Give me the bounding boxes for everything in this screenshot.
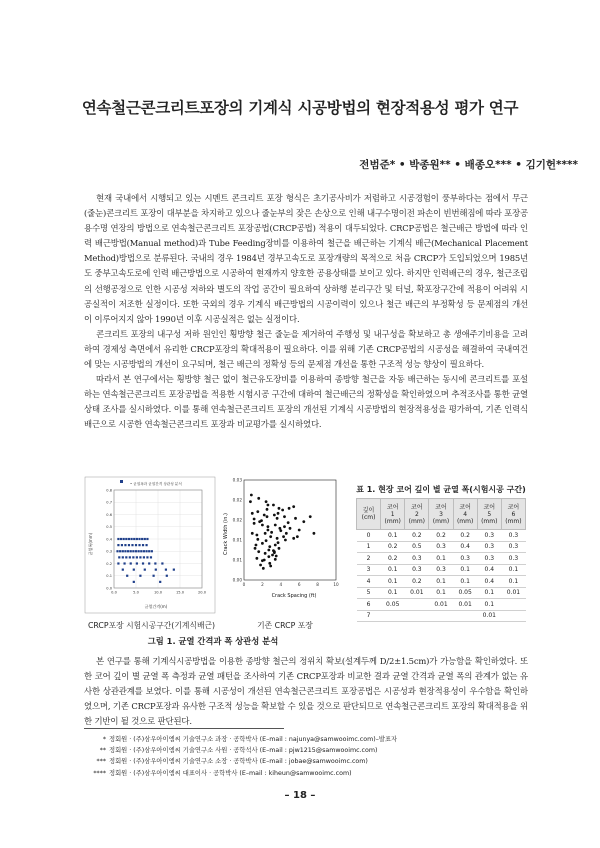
data-point (173, 569, 175, 571)
y-tick-label: 0.01 (232, 557, 242, 563)
data-point (138, 550, 140, 552)
data-point (267, 529, 270, 532)
data-point (251, 532, 254, 535)
data-point (145, 544, 147, 546)
x-tick-label: 4 (279, 582, 283, 588)
table-header-cell: 코어 2 (mm) (405, 499, 429, 530)
body-text-bottom (84, 654, 528, 729)
data-point (117, 544, 119, 546)
data-point (267, 525, 270, 528)
right-chart-points (249, 494, 315, 570)
data-point (130, 562, 132, 564)
table-cell: 0.3 (429, 564, 453, 576)
table-cell: 0.3 (477, 541, 501, 553)
table-cell: 3 (357, 564, 381, 576)
table-cell: 0.3 (429, 541, 453, 553)
table-cell: 0.01 (501, 587, 525, 599)
y-tick-label: 0.03 (232, 477, 242, 483)
table-cell: 0.1 (477, 599, 501, 611)
x-tick-label: 15.0 (175, 590, 185, 595)
table-cell: 0.3 (405, 564, 429, 576)
data-point (155, 569, 157, 571)
table-cell (405, 610, 429, 622)
table-cell: 0.5 (405, 541, 429, 553)
table-cell: 0.1 (381, 576, 405, 588)
body-text-top (84, 191, 528, 433)
data-point (292, 505, 295, 508)
data-point (261, 559, 264, 562)
data-point (146, 538, 148, 540)
table-cell: 0.3 (501, 530, 525, 542)
x-tick-label: 10 (333, 582, 339, 588)
left-chart-frame (85, 477, 215, 613)
table-cell: 0.1 (453, 576, 477, 588)
data-point (126, 575, 128, 577)
x-tick-label: 0 (242, 582, 246, 588)
data-point (270, 531, 273, 534)
data-point (151, 550, 153, 552)
table-cell (501, 610, 525, 622)
table-row (357, 599, 526, 611)
data-point (277, 512, 280, 515)
data-point (136, 538, 138, 540)
data-point (133, 538, 135, 540)
footnote-text: 정회원 · (주)삼우아이엠씨 기술연구소 소장 · 공학박사 (E–mail : jobae@samwooimc.com) (109, 758, 368, 766)
x-tick-label: 0.0 (111, 590, 117, 595)
data-point (285, 532, 288, 535)
table-cell: 0.05 (453, 587, 477, 599)
data-point (275, 555, 278, 558)
footnote-mark: ** (99, 747, 106, 755)
data-point (265, 500, 268, 503)
data-point (116, 550, 118, 552)
right-figure-label: 기존 CRCP 포장 (257, 621, 313, 630)
data-point (154, 562, 156, 564)
table-cell: 0.05 (381, 599, 405, 611)
data-point (268, 545, 271, 548)
table-cell: 0.1 (501, 576, 525, 588)
x-tick-label: 20.0 (197, 590, 207, 595)
table-caption: 표 1. 현장 코어 깊이 별 균열 폭(시험시공 구간) (356, 485, 526, 494)
table-row (357, 610, 526, 622)
data-point (138, 544, 140, 546)
table-cell: 0.1 (381, 587, 405, 599)
data-point (276, 517, 279, 520)
data-point (255, 557, 258, 560)
y-tick-label: 0.5 (106, 525, 112, 530)
y-tick-label: 0.8 (106, 488, 112, 493)
data-point (124, 544, 126, 546)
data-point (262, 567, 265, 570)
data-point (298, 529, 301, 532)
footnotes (84, 734, 528, 779)
right-chart-xlabel: Crack Spacing (ft) (271, 593, 317, 599)
data-point (125, 538, 127, 540)
data-point (120, 538, 122, 540)
paragraph: 현재 국내에서 시행되고 있는 시멘트 콘크리트 포장 형식은 초기공사비가 저렴하고 시공경험이 풍부하다는 점에서 무근(줄눈)콘크리트 포장이 대부분을 차지하고 있으나 줄눈부의 잦은 손상으로 인해 내구수명이전 파손이 빈번해짐에 따라 포장공용수명 연장의 방법으로 연속철근콘크리트 포장공법(CRCP공법) 적용이 대두되었다. CRCP공법은 철근배근 방법에 따라 인력 배근방법(Manual method)과 Tube Feeding장비를 이용하여 철근을 배근하는 기계식 배근(Mechanical Placement Method)방법으로 분류된다. 국내의 경우 1984년 경부고속도로 포장개량의 목적으로 처음 CRCP가 도입되었으며 1985년도 중부고속도로에 인력 배근방법으로 시공하여 현재까지 양호한 공용상태를 보이고 있다. 하지만 인력배근의 경우, 철근조립의 선행공정으로 인한 시공성 저하와 별도의 작업 공간이 필요하여 상하행 분리구간 및 터널, 확포장구간에 적용이 어려워 시공실적이 저조한 실정이다. 또한 국외의 경우 기계식 배근방법의 시공이력이 있으나 철근 배근의 부정확성 등 문제점의 개선이 이루어지지 않아 1990년 이후 시공실적은 없는 실정이다. (84, 193, 528, 324)
table-header-cell: 깊이 (cm) (357, 499, 381, 530)
data-point (264, 552, 267, 555)
data-point (123, 562, 125, 564)
data-point (118, 556, 120, 558)
data-point (143, 550, 145, 552)
data-point (267, 549, 270, 552)
data-point (161, 562, 163, 564)
figure-1 (84, 476, 342, 622)
table-cell: 0.1 (381, 564, 405, 576)
table-row (357, 530, 526, 542)
data-point (128, 538, 130, 540)
paragraph: 콘크리트 포장의 내구성 저하 원인인 횡방향 철근 줄눈을 제거하여 주행성 및 내구성을 확보하고 총 생애주기비용을 고려하여 경제성 측면에서 유리한 CRCP포장의 확대적용이 필요하다. 이를 위해 기존 CRCP공법의 시공성을 해결하여 국내여건에 맞는 시공방법의 개선이 요구되며, 철근 배근의 정확성 등의 문제점 개선을 통한 구조적 성능 향상이 필요하다. (84, 328, 528, 370)
data-point (145, 550, 147, 552)
y-tick-label: 0.7 (106, 500, 112, 505)
data-point (292, 537, 295, 540)
footnote (84, 756, 528, 767)
data-point (261, 542, 264, 545)
table-header-cell: 코어 1 (mm) (381, 499, 405, 530)
table-cell: 1 (357, 541, 381, 553)
left-chart-xlabel: 균열간격(m) (144, 604, 168, 609)
data-point (253, 518, 256, 521)
data-point (274, 524, 277, 527)
data-point (279, 529, 282, 532)
table-cell: 0.3 (405, 553, 429, 565)
table-cell: 0.2 (381, 553, 405, 565)
data-point (122, 556, 124, 558)
y-tick-label: 0.1 (106, 574, 112, 579)
data-point (136, 562, 138, 564)
data-point (274, 558, 277, 561)
table-cell: 0.01 (405, 587, 429, 599)
table-cell: 0.1 (429, 553, 453, 565)
data-point (150, 556, 152, 558)
table-cell: 0.3 (477, 553, 501, 565)
data-point (282, 535, 285, 538)
table-cell (429, 610, 453, 622)
table-header-cell: 코어 3 (mm) (429, 499, 453, 530)
table-cell: 2 (357, 553, 381, 565)
table-cell: 0.1 (429, 576, 453, 588)
footnote-mark: * (102, 736, 106, 743)
data-point (265, 539, 268, 542)
y-tick-label: 0.02 (232, 497, 242, 503)
table-cell: 0.2 (381, 541, 405, 553)
data-point (138, 538, 140, 540)
data-point (127, 550, 129, 552)
table-cell: 0.3 (453, 553, 477, 565)
data-point (266, 508, 269, 511)
data-point (259, 564, 262, 567)
table-cell: 0.1 (381, 530, 405, 542)
table-cell: 0.2 (453, 530, 477, 542)
x-tick-label: 2 (261, 582, 264, 588)
x-tick-label: 6 (297, 582, 301, 588)
data-point (153, 575, 155, 577)
data-point (288, 507, 291, 510)
data-point (165, 569, 167, 571)
data-point (251, 512, 254, 515)
table-cell (405, 599, 429, 611)
paragraph: 본 연구를 통해 기계식시공방법을 이용한 종방향 철근의 정위치 확보(설계두께 D/2±1.5cm)가 가능함을 확인하였다. 또한 코어 깊이 별 균열 폭 측정과 균열 패턴을 조사하여 기존 CRCP포장과 비교한 결과 균열 간격과 균열 폭의 관계가 없는 유사한 상관관계를 보였다. 이를 통해 시공성이 개선된 연속철근콘크리트 포장공법은 시공성과 현장적용성이 우수함을 확인하였으며, 기존 CRCP포장과 유사한 구조적 성능을 확보할 수 있을 것으로 판단되므로 연속철근콘크리트 포장의 확대적용을 위한 기반이 될 것으로 판단된다. (84, 656, 528, 727)
data-point (121, 544, 123, 546)
table-cell: 0.3 (501, 541, 525, 553)
x-tick-label: 8 (316, 582, 319, 588)
data-point (129, 556, 131, 558)
y-tick-label: 0.0 (106, 586, 112, 591)
data-point (139, 556, 141, 558)
data-point (136, 556, 138, 558)
page-number: – 18 – (284, 790, 316, 801)
table-cell: 0.4 (453, 541, 477, 553)
data-point (277, 541, 280, 544)
plot-area (244, 480, 336, 580)
table-cell: 0.4 (477, 576, 501, 588)
footnote (84, 734, 528, 745)
table-cell: 0.2 (405, 576, 429, 588)
table-cell: 6 (357, 599, 381, 611)
data-point (122, 550, 124, 552)
table-cell: 7 (357, 610, 381, 622)
data-point (263, 514, 266, 517)
table-cell: 0.3 (501, 553, 525, 565)
data-point (148, 550, 150, 552)
data-point (255, 534, 258, 537)
footnote-divider (84, 728, 284, 729)
data-point (119, 550, 121, 552)
data-point (142, 562, 144, 564)
data-point (131, 544, 133, 546)
data-point (256, 538, 259, 541)
data-point (302, 520, 305, 523)
paper-title: 연속철근콘크리트포장의 기계식 시공방법의 현장적용성 평가 연구 (81, 99, 519, 117)
data-point (294, 517, 297, 520)
figure-caption: 그림 1. 균열 간격과 폭 상관성 분석 (147, 636, 279, 646)
data-point (139, 575, 141, 577)
data-point (260, 519, 263, 522)
table-cell: 5 (357, 587, 381, 599)
data-point (144, 538, 146, 540)
data-point (148, 562, 150, 564)
footnote (84, 745, 528, 756)
table-cell: 0.1 (501, 564, 525, 576)
table-cell: 0 (357, 530, 381, 542)
data-point (281, 509, 284, 512)
data-point (274, 544, 277, 547)
footnote (84, 768, 528, 779)
data-point (272, 504, 275, 507)
data-point (267, 555, 270, 558)
data-point (135, 550, 137, 552)
data-point (254, 547, 257, 550)
data-point (261, 524, 264, 527)
table-cell (381, 610, 405, 622)
table-row (357, 587, 526, 599)
footnote-text: 정회원 · (주)삼우아이엠씨 기술연구소 과장 · 공학박사 (E–mail : najunya@samwooimc.com)–발표자 (109, 736, 398, 743)
data-point (273, 551, 276, 554)
y-tick-label: 0.2 (106, 561, 112, 566)
data-point (283, 515, 286, 518)
data-point (141, 538, 143, 540)
footnote-text: 정회원 · (주)삼우아이엠씨 기술연구소 사원 · 공학석사 (E–mail : pjw1215@samwooimc.com) (109, 747, 378, 755)
data-point (255, 544, 258, 547)
data-point (264, 532, 267, 535)
data-point (278, 507, 281, 510)
data-point (135, 544, 137, 546)
table-header-cell: 코어 5 (mm) (477, 499, 501, 530)
data-point (273, 514, 276, 517)
data-point (249, 500, 252, 503)
data-point (253, 522, 256, 525)
data-point (284, 539, 287, 542)
author-list: 전범준* • 박종원** • 배종오*** • 김기헌**** (359, 159, 578, 171)
table-cell: 0.01 (477, 610, 501, 622)
data-point (278, 547, 281, 550)
y-tick-label: 0.3 (106, 549, 112, 554)
table-row (357, 564, 526, 576)
table-header-cell: 코어 4 (mm) (453, 499, 477, 530)
footnote-text: 정회원 · (주)삼우아이엠씨 대표이사 · 공학박사 (E–mail : kiheun@samwooimc.com) (109, 769, 352, 777)
data-point (132, 556, 134, 558)
data-point (269, 565, 272, 568)
data-point (266, 515, 269, 518)
data-point (143, 556, 145, 558)
data-point (276, 537, 279, 540)
table-header-cell: 코어 6 (mm) (501, 499, 525, 530)
left-chart-title: • 균열폭과 균열간격 상관성 분석 (130, 482, 182, 486)
table-cell: 0.4 (477, 564, 501, 576)
table-header-row (357, 499, 526, 530)
data-point (142, 544, 144, 546)
table-cell: 0.1 (477, 587, 501, 599)
data-point (144, 569, 146, 571)
footnote-mark: *** (96, 758, 106, 766)
data-point (133, 569, 135, 571)
table-cell: 0.01 (429, 599, 453, 611)
x-tick-label: 5.0 (133, 590, 139, 595)
figure-1-charts (84, 476, 342, 618)
data-point (131, 538, 133, 540)
data-point (123, 538, 125, 540)
data-point (267, 504, 270, 507)
y-tick-label: 0.02 (232, 517, 242, 523)
table-cell: 0.3 (477, 530, 501, 542)
data-point (296, 535, 299, 538)
data-point (133, 581, 135, 583)
table-body (357, 530, 526, 622)
data-point (269, 535, 272, 538)
data-point (313, 532, 316, 535)
footnote-mark: **** (93, 769, 106, 777)
y-tick-label: 0.00 (232, 577, 242, 583)
table-row (357, 553, 526, 565)
table-row (357, 541, 526, 553)
data-point (140, 550, 142, 552)
data-point (250, 494, 253, 497)
data-point (257, 497, 260, 500)
data-point (117, 562, 119, 564)
right-chart-ylabel: Crack Width (in.) (223, 512, 229, 556)
data-point (271, 554, 274, 557)
x-tick-label: 10.0 (153, 590, 163, 595)
y-tick-label: 0.6 (106, 512, 112, 517)
data-point (117, 538, 119, 540)
data-point (132, 550, 134, 552)
table-cell (501, 599, 525, 611)
data-point (257, 550, 260, 553)
table-cell (453, 610, 477, 622)
data-point (283, 525, 286, 528)
data-point (159, 581, 161, 583)
data-point (130, 550, 132, 552)
table-cell: 0.2 (429, 530, 453, 542)
table-cell: 0.1 (429, 587, 453, 599)
data-point (124, 550, 126, 552)
left-chart-legend-marker (120, 480, 123, 483)
data-point (125, 556, 127, 558)
table-cell: 4 (357, 576, 381, 588)
data-point (309, 515, 312, 518)
table-cell: 0.2 (405, 530, 429, 542)
table-row (357, 576, 526, 588)
y-tick-label: 0.01 (232, 537, 242, 543)
y-tick-label: 0.4 (106, 537, 112, 542)
data-point (256, 510, 259, 513)
table-cell: 0.1 (453, 564, 477, 576)
data-point (268, 562, 271, 565)
left-chart-ylabel: 균열폭(mm) (88, 532, 93, 556)
left-figure-label: CRCP포장 시험시공구간(기계식배근) (87, 621, 216, 630)
data-point (122, 569, 124, 571)
crack-width-table (356, 498, 526, 622)
data-point (166, 575, 168, 577)
data-point (289, 527, 292, 530)
data-point (287, 521, 290, 524)
table-cell: 0.01 (453, 599, 477, 611)
paragraph: 따라서 본 연구에서는 횡방향 철근 없이 철근유도장비를 이용하여 종방향 철근을 자동 배근하는 동시에 콘크리트를 포설하는 연속철근콘크리트 포장공법을 적용한 시험시공 구간에 대하여 철근배근의 정확성을 확인하였으며 추적조사를 통한 균열 상태 조사를 실시하였다. 이를 통해 연속철근콘크리트 포장의 개선된 기계식 시공방법의 현장적용성을 평가하여, 기존 인력식 배근으로 시공한 연속철근콘크리트 포장과 비교평가를 실시하였다. (84, 374, 528, 430)
data-point (146, 556, 148, 558)
data-point (128, 544, 130, 546)
